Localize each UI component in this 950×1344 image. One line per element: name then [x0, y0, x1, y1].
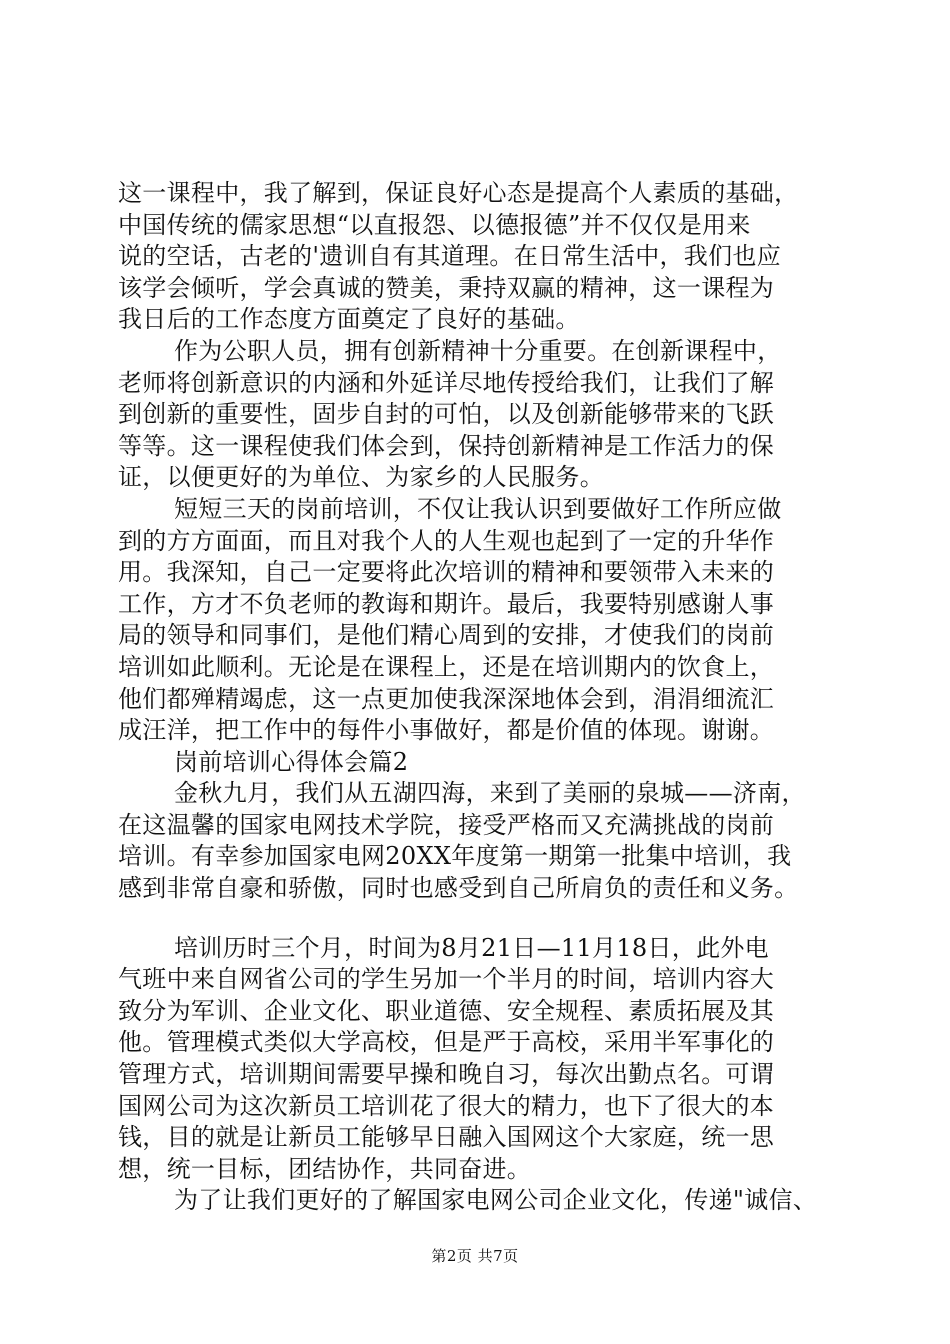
text-line: 短短三天的岗前培训，不仅让我认识到要做好工作所应做: [174, 494, 782, 523]
text-line: 到创新的重要性，固步自封的可怕，以及创新能够带来的飞跃: [118, 400, 775, 429]
document-body: [118, 178, 840, 1217]
text-line: 培训如此顺利。无论是在课程上，还是在培训期内的饮食上，: [118, 652, 775, 681]
text-line: 致分为军训、企业文化、职业道德、安全规程、素质拓展及其: [118, 996, 775, 1025]
text-line: 为了让我们更好的了解国家电网公司企业文化，传递"诚信、: [174, 1186, 818, 1215]
text-line: 岗前培训心得体会篇2: [174, 747, 409, 776]
text-line: 金秋九月，我们从五湖四海，来到了美丽的泉城——济南，: [174, 779, 806, 808]
text-line: 国网公司为这次新员工培训花了很大的精力，也下了很大的本: [118, 1091, 775, 1120]
text-line: 培训历时三个月，时间为8月21日—11月18日，此外电: [174, 933, 769, 962]
text-line: 培训。有幸参加国家电网20XX年度第一期第一批集中培训，我: [118, 842, 792, 871]
text-line: 该学会倾听，学会真诚的赞美，秉持双赢的精神，这一课程为: [118, 273, 775, 302]
text-line: 用。我深知，自己一定要将此次培训的精神和要领带入未来的: [118, 558, 775, 587]
text-line: 他们都殚精竭虑，这一点更加使我深深地体会到，涓涓细流汇: [118, 684, 775, 713]
page-number: 第2页 共7页: [431, 1247, 519, 1265]
text-line: 局的领导和同事们，是他们精心周到的安排，才使我们的岗前: [118, 621, 775, 650]
text-line: 说的空话，古老的'遗训自有其道理。在日常生活中，我们也应: [118, 242, 781, 271]
text-line: 钱，目的就是让新员工能够早日融入国网这个大家庭，统一思: [118, 1123, 775, 1152]
text-line: 气班中来自网省公司的学生另加一个半月的时间，培训内容大: [118, 965, 775, 994]
paragraph-gap: [118, 905, 840, 933]
text-line: 证，以便更好的为单位、为家乡的人民服务。: [118, 463, 604, 492]
text-line: 到的方方面面，而且对我个人的人生观也起到了一定的升华作: [118, 526, 775, 555]
text-line: 这一课程中，我了解到，保证良好心态是提高个人素质的基础，: [118, 179, 799, 207]
page-footer: [0, 1245, 950, 1266]
text-line: 在这温馨的国家电网技术学院，接受严格而又充满挑战的岗前: [118, 810, 775, 839]
text-line: 老师将创新意识的内涵和外延详尽地传授给我们，让我们了解: [118, 368, 775, 397]
text-line: 工作，方才不负老师的教诲和期许。最后，我要特别感谢人事: [118, 589, 775, 618]
text-line: 感到非常自豪和骄傲，同时也感受到自己所肩负的责任和义务。: [118, 874, 799, 903]
text-line: 管理方式，培训期间需要早操和晚自习，每次出勤点名。可谓: [118, 1060, 775, 1089]
text-line: 想，统一目标，团结协作，共同奋进。: [118, 1154, 532, 1183]
text-line: 等等。这一课程使我们体会到，保持创新精神是工作活力的保: [118, 431, 775, 460]
text-line: 他。管理模式类似大学高校，但是严于高校，采用半军事化的: [118, 1028, 775, 1057]
text-line: 成汪洋，把工作中的每件小事做好，都是价值的体现。谢谢。: [118, 716, 775, 745]
text-line: 我日后的工作态度方面奠定了良好的基础。: [118, 305, 580, 334]
text-line: 作为公职人员，拥有创新精神十分重要。在创新课程中，: [174, 336, 782, 365]
text-line: 中国传统的儒家思想“以直报怨、以德报德”并不仅仅是用来: [118, 210, 751, 239]
